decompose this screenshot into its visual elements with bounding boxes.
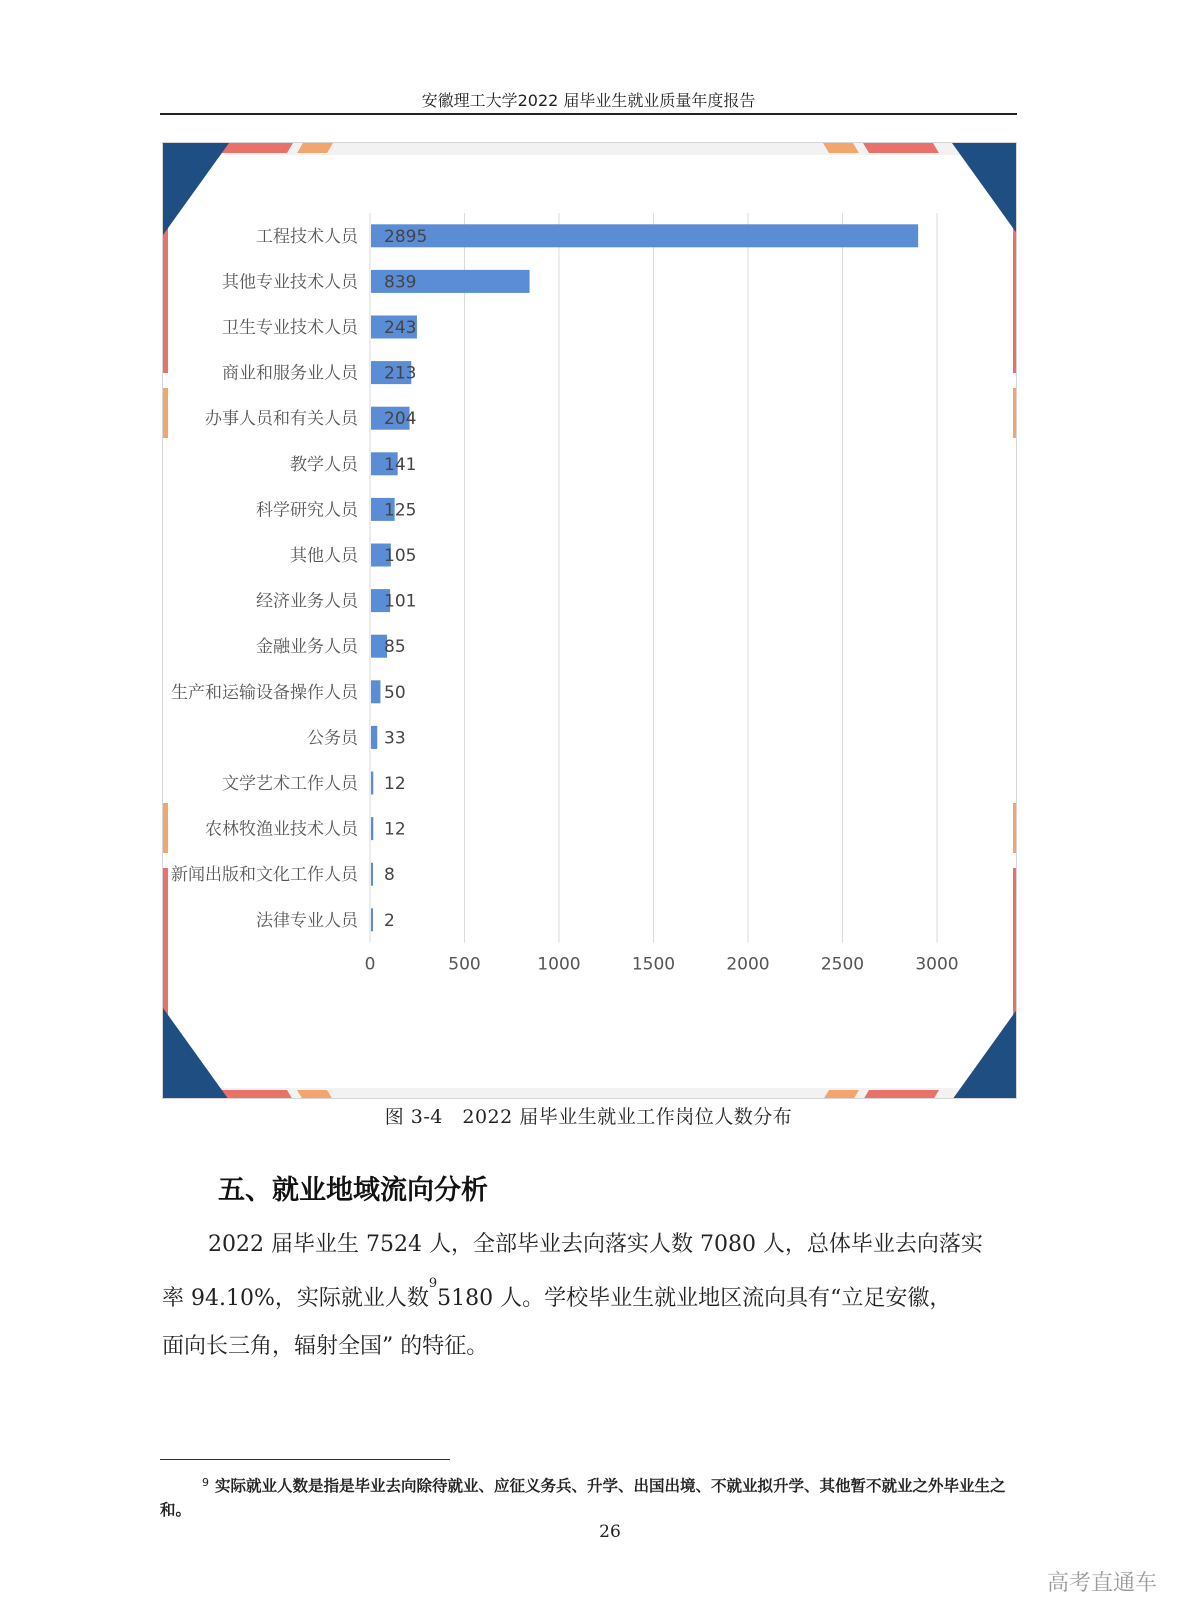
category-label: 经济业务人员 [256,591,358,612]
header-rule [160,113,1017,115]
footnote-rule [160,1459,450,1460]
bar-chart [163,143,1017,1099]
page-header: 安徽理工大学2022 届毕业生就业质量年度报告 [421,91,756,110]
footnote-text: 实际就业人数是指是毕业去向除待就业、应征义务兵、升学、出国出境、不就业拟升学、其他暂不就业之外毕业生之和。 [160,1477,1006,1520]
x-tick-label: 500 [448,954,481,975]
data-label: 2 [384,910,395,931]
x-tick-label: 1000 [537,954,581,975]
data-label: 125 [384,500,417,521]
paragraph-line-2 [162,1276,1017,1312]
data-label: 12 [384,774,406,794]
paragraph-line-1: 2022 届毕业生 7524 人，全部毕业去向落实人数 7080 人，总体毕业去向落实 [208,1232,983,1257]
category-label: 法律专业人员 [256,910,358,931]
data-label: 105 [384,546,417,566]
x-tick-label: 0 [364,954,376,975]
category-label: 工程技术人员 [256,226,358,247]
bar [371,680,380,703]
data-label: 2895 [384,226,428,247]
category-label: 新闻出版和文化工作人员 [171,865,358,886]
data-label: 101 [384,591,417,612]
category-label: 卫生专业技术人员 [222,318,358,338]
category-label: 公务员 [307,728,358,749]
data-label: 50 [384,682,406,703]
category-label: 商业和服务业人员 [222,363,358,384]
category-label: 农林牧渔业技术人员 [205,819,358,840]
category-label: 教学人员 [290,454,358,475]
bar [371,726,377,749]
bar [371,224,918,247]
page-number: 26 [599,1522,621,1542]
category-label: 办事人员和有关人员 [205,409,358,430]
bar [371,908,373,931]
x-tick-label: 2500 [820,954,865,975]
data-label: 213 [384,363,417,384]
category-label: 科学研究人员 [256,500,358,521]
data-label: 141 [384,454,417,475]
x-tick-label: 3000 [915,954,959,975]
bar [371,863,373,886]
paragraph-line-2-part-a: 率 94.10%，实际就业人数 [162,1286,429,1311]
x-tick-label: 1500 [631,954,676,975]
data-label: 839 [384,272,417,293]
data-label: 204 [384,409,417,430]
data-label: 85 [384,637,406,658]
category-label: 金融业务人员 [256,637,358,658]
paragraph-line-3: 面向长三角，辐射全国” 的特征。 [162,1334,489,1359]
data-label: 243 [384,318,417,338]
x-tick-label: 2000 [726,954,770,975]
category-label: 其他专业技术人员 [222,272,358,293]
data-label: 33 [384,728,406,749]
figure-caption: 图 3-4 2022 届毕业生就业工作岗位人数分布 [384,1106,793,1128]
chart-frame [162,142,1017,1099]
category-label: 生产和运输设备操作人员 [171,682,358,703]
footnote [160,1474,1017,1522]
data-label: 12 [384,819,406,840]
data-label: 8 [384,865,395,886]
paragraph-line-2-part-b: 5180 人。学校毕业生就业地区流向具有“立足安徽， [437,1286,952,1311]
category-label: 文学艺术工作人员 [222,774,358,794]
footnote-number: 9 [202,1476,209,1489]
bar [371,772,373,795]
bar [371,817,373,840]
footnote-reference[interactable]: 9 [428,1276,438,1291]
watermark: 高考直通车 [1046,1571,1157,1596]
category-label: 其他人员 [290,546,358,566]
section-title: 五、就业地域流向分析 [218,1175,488,1206]
